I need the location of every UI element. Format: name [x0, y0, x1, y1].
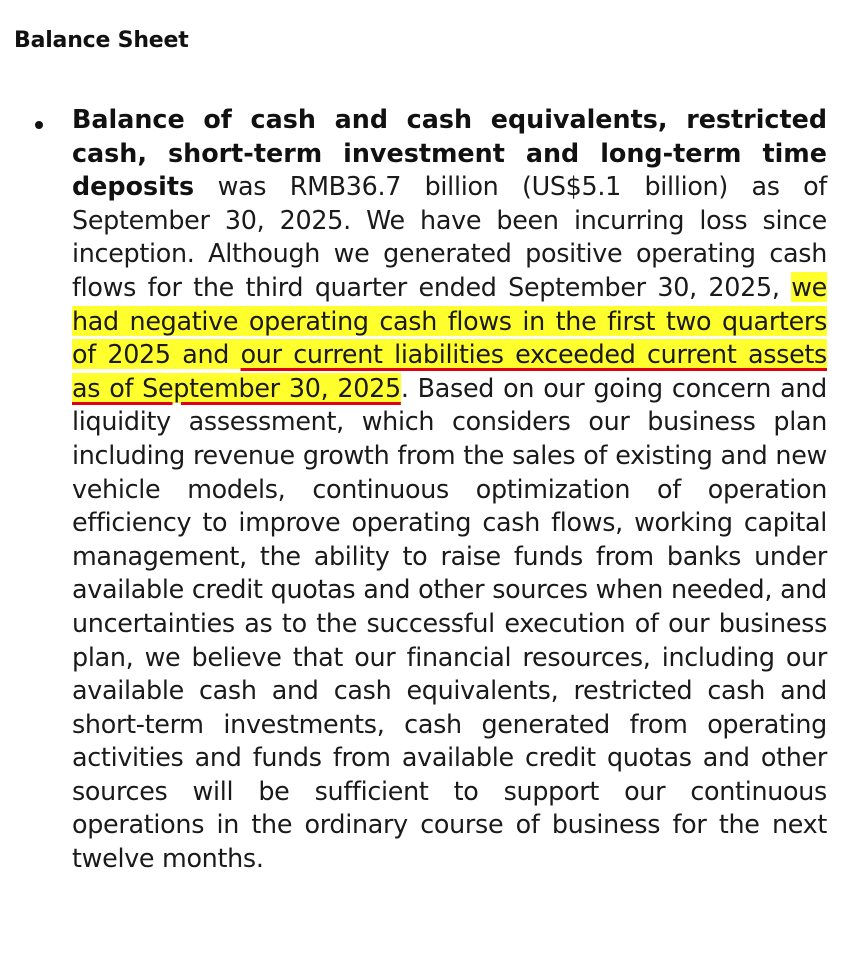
bold-lead-text: Balance of cash and cash equivalents, restricted cash, short-term investment and long-term time deposits [72, 104, 827, 202]
bullet-item [0, 103, 857, 876]
bullet-list [0, 103, 857, 876]
bullet-paragraph [72, 103, 827, 876]
paragraph-text-after: . Based on our going concern and liquidity assessment, which considers our business plan including revenue growth from the sales of existing and new vehicle models, continuous optimization of operation efficiency to improve operating cash flows, working capital management, the ability to raise funds from banks under available credit quotas and other sources when needed, and uncertainties as to the successful execution of our business plan, we believe that our financial resources, including our available cash and cash equivalents, restricted cash and short-term investments, cash generated from operating activities and funds from available credit quotas and other sources will be sufficient to support our continuous operations in the ordinary course of business for the next twelve months. [72, 372, 827, 874]
highlighted-text: we had negative operating cash flows in the first two quarters of 2025 and [72, 271, 827, 370]
paragraph-text-before: was RMB36.7 billion (US$5.1 billion) as of September 30, 2025. We have been incurring loss since inception. Although we generated positive operating cash flows for the third quarter ended September 30, 2025, [72, 171, 827, 302]
section-heading: Balance Sheet [14, 28, 189, 53]
bullet-dot-icon [35, 121, 43, 129]
highlighted-underlined-text: our current liabilities exceeded current assets as of September 30, 2025 [72, 339, 827, 403]
